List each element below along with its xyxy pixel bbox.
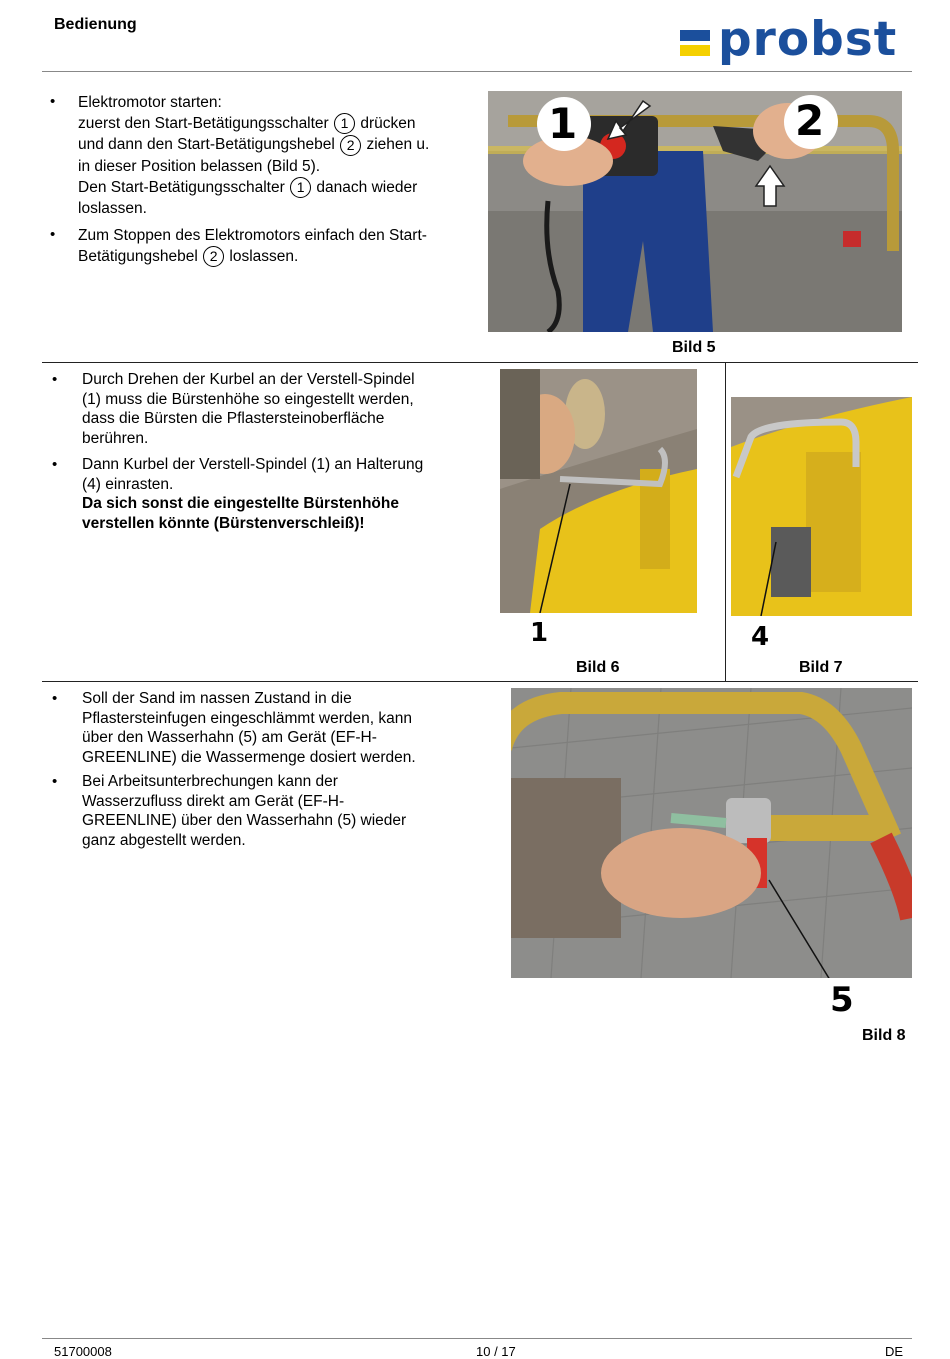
bullet-icon: • [52,456,58,473]
bullet-icon: • [52,690,58,707]
photo-label-5: 5 [830,980,854,1020]
photo-crank-holder [731,397,912,616]
text-line: über den Wasserhahn (5) am Gerät (EF-H- [82,729,377,746]
caption-bild-7: Bild 7 [799,659,843,676]
photo-water-tap [511,688,912,978]
text-line: in dieser Position belassen (Bild 5). [78,157,321,175]
circled-number-2: 2 [203,246,224,267]
text-line [78,134,478,155]
text-line: Elektromotor starten: [78,94,222,111]
photo-label-1: 1 [530,618,549,648]
logo-text: probst [718,12,898,67]
warning-line: Da sich sonst die eingestellte Bürstenhöhe [82,495,399,512]
text-line [78,246,478,267]
text-line: Zum Stoppen des Elektromotors einfach den Start- [78,227,427,244]
text-line: ganz abgestellt werden. [82,831,246,849]
photo-illustration [500,369,697,613]
bullet-icon: • [50,226,56,243]
section-divider [42,681,918,682]
photo-handle-controls [488,91,902,332]
text-line: Pflastersteinfugen eingeschlämmt werden, kann [82,709,412,727]
photo-label-2: 2 [795,96,825,145]
instruction-water-shutoff [82,772,482,850]
text-span: Betätigungshebel [78,248,198,265]
text-span: drücken [360,115,416,132]
logo-bar-yellow [680,45,710,56]
text-line: Durch Drehen der Kurbel an der Verstell-Spindel [82,371,415,388]
circled-number-1: 1 [290,177,311,198]
text-line: Dann Kurbel der Verstell-Spindel (1) an Halterung [82,456,424,473]
logo-bar-blue [680,30,710,41]
text-line: Wasserzufluss direkt am Gerät (EF-H- [82,792,345,810]
caption-bild-6: Bild 6 [576,659,620,676]
caption-bild-8: Bild 8 [862,1027,906,1044]
bullet-icon: • [50,93,56,110]
instruction-start-motor [78,92,478,219]
photo-crank-spindle [500,369,697,613]
text-line: dass die Bürsten die Pflastersteinoberfläche [82,410,385,427]
circled-number-1: 1 [334,113,355,134]
text-line: berühren. [82,429,149,447]
warning-line: verstellen könnte (Bürstenverschleiß)! [82,514,365,532]
photo-illustration [731,397,912,616]
figure-divider [725,363,726,681]
instruction-lock-crank [82,455,472,533]
text-line: GREENLINE) über den Wasserhahn (5) wieder [82,812,407,829]
text-line: Soll der Sand im nassen Zustand in die [82,690,352,707]
text-span: Den Start-Betätigungsschalter [78,178,285,196]
section-divider [42,362,918,363]
photo-label-4: 4 [751,622,770,652]
text-line: (4) einrasten. [82,475,174,493]
text-span: loslassen. [229,248,299,265]
probst-logo [680,12,904,68]
photo-illustration [511,688,912,978]
footer-doc-number: 51700008 [54,1344,112,1359]
instruction-stop-motor [78,225,478,267]
header-divider [42,71,912,72]
text-span: danach wieder [316,178,418,196]
caption-bild-5: Bild 5 [672,339,716,356]
text-span: und dann den Start-Betätigungshebel [78,136,335,154]
circled-number-2: 2 [340,135,361,156]
bullet-icon: • [52,773,58,790]
text-line [78,113,478,134]
instruction-adjust-brush-height [82,370,472,448]
text-line: GREENLINE) die Wassermenge dosiert werden. [82,748,416,766]
instruction-water-dosing [82,689,482,767]
footer-divider [42,1338,912,1339]
text-line: loslassen. [78,200,147,218]
text-line: (1) muss die Bürstenhöhe so eingestellt werden, [82,390,414,408]
text-span: ziehen u. [366,136,430,154]
text-line [78,177,478,198]
bullet-icon: • [52,371,58,388]
page-header-title: Bedienung [54,16,137,33]
footer-page-number: 10 / 17 [476,1344,516,1359]
footer-language: DE [885,1344,904,1359]
photo-label-1: 1 [548,99,578,148]
text-line: Bei Arbeitsunterbrechungen kann der [82,773,338,790]
text-span: zuerst den Start-Betätigungsschalter [78,115,329,132]
